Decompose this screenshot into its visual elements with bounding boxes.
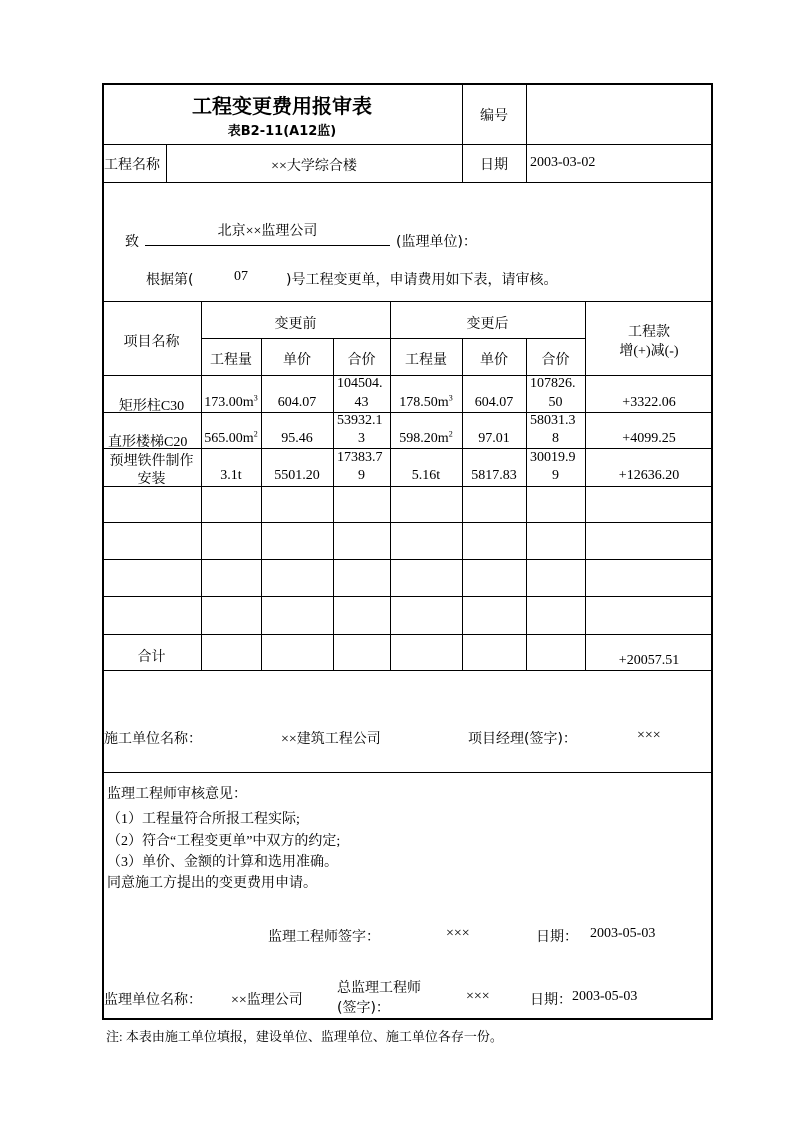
sub-qty-after: 工程量 bbox=[405, 352, 447, 368]
review-item-3: （3）单价、金额的计算和选用准确。 bbox=[107, 855, 338, 870]
col-amount-header-1: 工程款 bbox=[628, 324, 670, 340]
contractor-value[interactable]: ××建筑工程公司 bbox=[281, 732, 381, 747]
row2-price-before: 95.46 bbox=[281, 431, 313, 446]
line-contractor-bottom bbox=[102, 772, 713, 773]
review-item-1: （1）工程量符合所报工程实际; bbox=[107, 812, 300, 827]
vline-table-3 bbox=[333, 338, 334, 671]
row2-qty-after bbox=[390, 431, 462, 447]
group-after-header: 变更后 bbox=[466, 316, 509, 332]
form-title: 工程变更费用报审表 bbox=[192, 94, 372, 118]
row2-total-before-2: 3 bbox=[358, 431, 365, 446]
row1-change: +3322.06 bbox=[622, 395, 676, 410]
row2-qty-before-value: 565.00m bbox=[204, 431, 254, 446]
row2-total-after-1: 58031.3 bbox=[530, 413, 576, 428]
line-header-bottom bbox=[102, 144, 713, 145]
row3-name-1: 预埋铁件制作 bbox=[109, 454, 194, 469]
row3-total-before-1: 17383.7 bbox=[337, 450, 383, 465]
sub-price-after: 单价 bbox=[480, 352, 508, 368]
line-sum-bottom bbox=[102, 670, 713, 671]
row1-qty-after-value: 178.50m bbox=[399, 395, 449, 410]
basis-suffix: )号工程变更单，申请费用如下表，请审核。 bbox=[286, 272, 558, 288]
row2-change: +4099.25 bbox=[622, 431, 676, 446]
row2-qty-after-value: 598.20m bbox=[399, 431, 449, 446]
vline-table-5 bbox=[462, 338, 463, 671]
group-before-header: 变更前 bbox=[274, 316, 317, 332]
line-table-header-bottom bbox=[102, 375, 713, 376]
review-conclusion: 同意施工方提出的变更费用申请。 bbox=[107, 876, 317, 891]
footer-note: 注: 本表由施工单位填报，建设单位、监理单位、施工单位各存一份。 bbox=[106, 1029, 503, 1044]
contractor-label: 施工单位名称： bbox=[104, 731, 202, 747]
line-group-header-bottom bbox=[201, 338, 585, 339]
vline-header-value bbox=[526, 83, 527, 183]
sub-price-before: 单价 bbox=[283, 352, 311, 368]
row1-total-before-1: 104504. bbox=[337, 376, 383, 391]
manager-signature[interactable]: ××× bbox=[637, 728, 661, 743]
line-row7-bottom bbox=[102, 634, 713, 635]
basis-prefix: 根据第( bbox=[146, 272, 194, 288]
supervisor-unit-label: 监理单位名称： bbox=[104, 992, 202, 1008]
engineer-signature[interactable]: ××× bbox=[446, 926, 470, 941]
row1-price-before: 604.07 bbox=[277, 395, 317, 410]
to-underline bbox=[145, 245, 390, 246]
date-value[interactable]: 2003-03-02 bbox=[530, 155, 596, 170]
row3-change: +12636.20 bbox=[618, 468, 680, 483]
supervisor-date-label: 日期： bbox=[530, 992, 572, 1008]
row1-total-after-1: 107826. bbox=[530, 376, 576, 391]
number-label: 编号 bbox=[480, 108, 508, 124]
line-row2-bottom bbox=[102, 448, 713, 449]
review-date-label: 日期： bbox=[536, 929, 578, 945]
sub-qty-before: 工程量 bbox=[210, 352, 252, 368]
chief-label-1: 总监理工程师 bbox=[337, 980, 421, 996]
sum-value: +20057.51 bbox=[618, 653, 680, 668]
row1-qty-after bbox=[390, 395, 462, 411]
row1-name: 矩形柱C30 bbox=[118, 399, 185, 414]
sum-label: 合计 bbox=[137, 650, 166, 665]
line-row4-bottom bbox=[102, 522, 713, 523]
chief-signature[interactable]: ××× bbox=[466, 989, 490, 1004]
line-row6-bottom bbox=[102, 596, 713, 597]
manager-label: 项目经理(签字)： bbox=[468, 731, 577, 747]
project-name-value[interactable]: ××大学综合楼 bbox=[271, 159, 357, 174]
review-title: 监理工程师审核意见： bbox=[107, 786, 247, 802]
basis-number[interactable]: 07 bbox=[234, 269, 248, 284]
line-project-bottom bbox=[102, 182, 713, 183]
row3-total-after-1: 30019.9 bbox=[530, 450, 576, 465]
review-date-value[interactable]: 2003-05-03 bbox=[590, 926, 656, 941]
row3-total-after-2: 9 bbox=[552, 468, 559, 483]
to-label: 致 bbox=[125, 234, 139, 250]
vline-table-6 bbox=[526, 338, 527, 671]
row1-qty-before-value: 173.00m bbox=[204, 395, 254, 410]
chief-label-2: (签字)： bbox=[337, 1000, 390, 1016]
col-amount-header-2: 增(+)减(-) bbox=[619, 344, 679, 359]
row3-price-after: 5817.83 bbox=[471, 468, 517, 483]
row2-name: 直形楼梯C20 bbox=[108, 435, 188, 450]
review-item-2: （2）符合“工程变更单”中双方的约定; bbox=[107, 834, 341, 849]
sub-total-before: 合价 bbox=[347, 352, 376, 368]
supervisor-date-value[interactable]: 2003-05-03 bbox=[572, 989, 638, 1004]
date-label: 日期 bbox=[480, 157, 508, 173]
engineer-sign-label: 监理工程师签字： bbox=[268, 929, 380, 945]
row2-total-after-2: 8 bbox=[552, 431, 559, 446]
col-item-header: 项目名称 bbox=[123, 334, 180, 350]
form-code: 表B2-11(A12监) bbox=[227, 124, 337, 139]
row2-qty-before-unit: 2 bbox=[253, 429, 258, 439]
to-value[interactable]: 北京××监理公司 bbox=[217, 224, 318, 239]
supervisor-unit-value[interactable]: ××监理公司 bbox=[231, 993, 303, 1008]
line-row5-bottom bbox=[102, 559, 713, 560]
vline-table-2 bbox=[261, 338, 262, 671]
row1-qty-after-unit: 3 bbox=[448, 393, 453, 403]
line-address-bottom bbox=[102, 301, 713, 302]
project-name-label: 工程名称 bbox=[104, 157, 160, 173]
row3-name-2: 安装 bbox=[137, 472, 166, 487]
row1-price-after: 604.07 bbox=[474, 395, 514, 410]
to-suffix: (监理单位)： bbox=[396, 234, 477, 250]
row2-total-before-1: 53932.1 bbox=[337, 413, 383, 428]
row1-qty-before-unit: 3 bbox=[253, 393, 258, 403]
row2-qty-after-unit: 2 bbox=[448, 429, 453, 439]
row3-qty-after: 5.16t bbox=[411, 468, 441, 483]
row3-qty-before: 3.1t bbox=[220, 468, 242, 483]
sub-total-after: 合价 bbox=[541, 352, 570, 368]
row2-qty-before bbox=[201, 431, 261, 447]
row1-total-after-2: 50 bbox=[548, 395, 563, 410]
row2-price-after: 97.01 bbox=[478, 431, 510, 446]
row3-price-before: 5501.20 bbox=[274, 468, 320, 483]
row3-total-before-2: 9 bbox=[358, 468, 365, 483]
row1-qty-before bbox=[201, 395, 261, 411]
row1-total-before-2: 43 bbox=[354, 395, 369, 410]
